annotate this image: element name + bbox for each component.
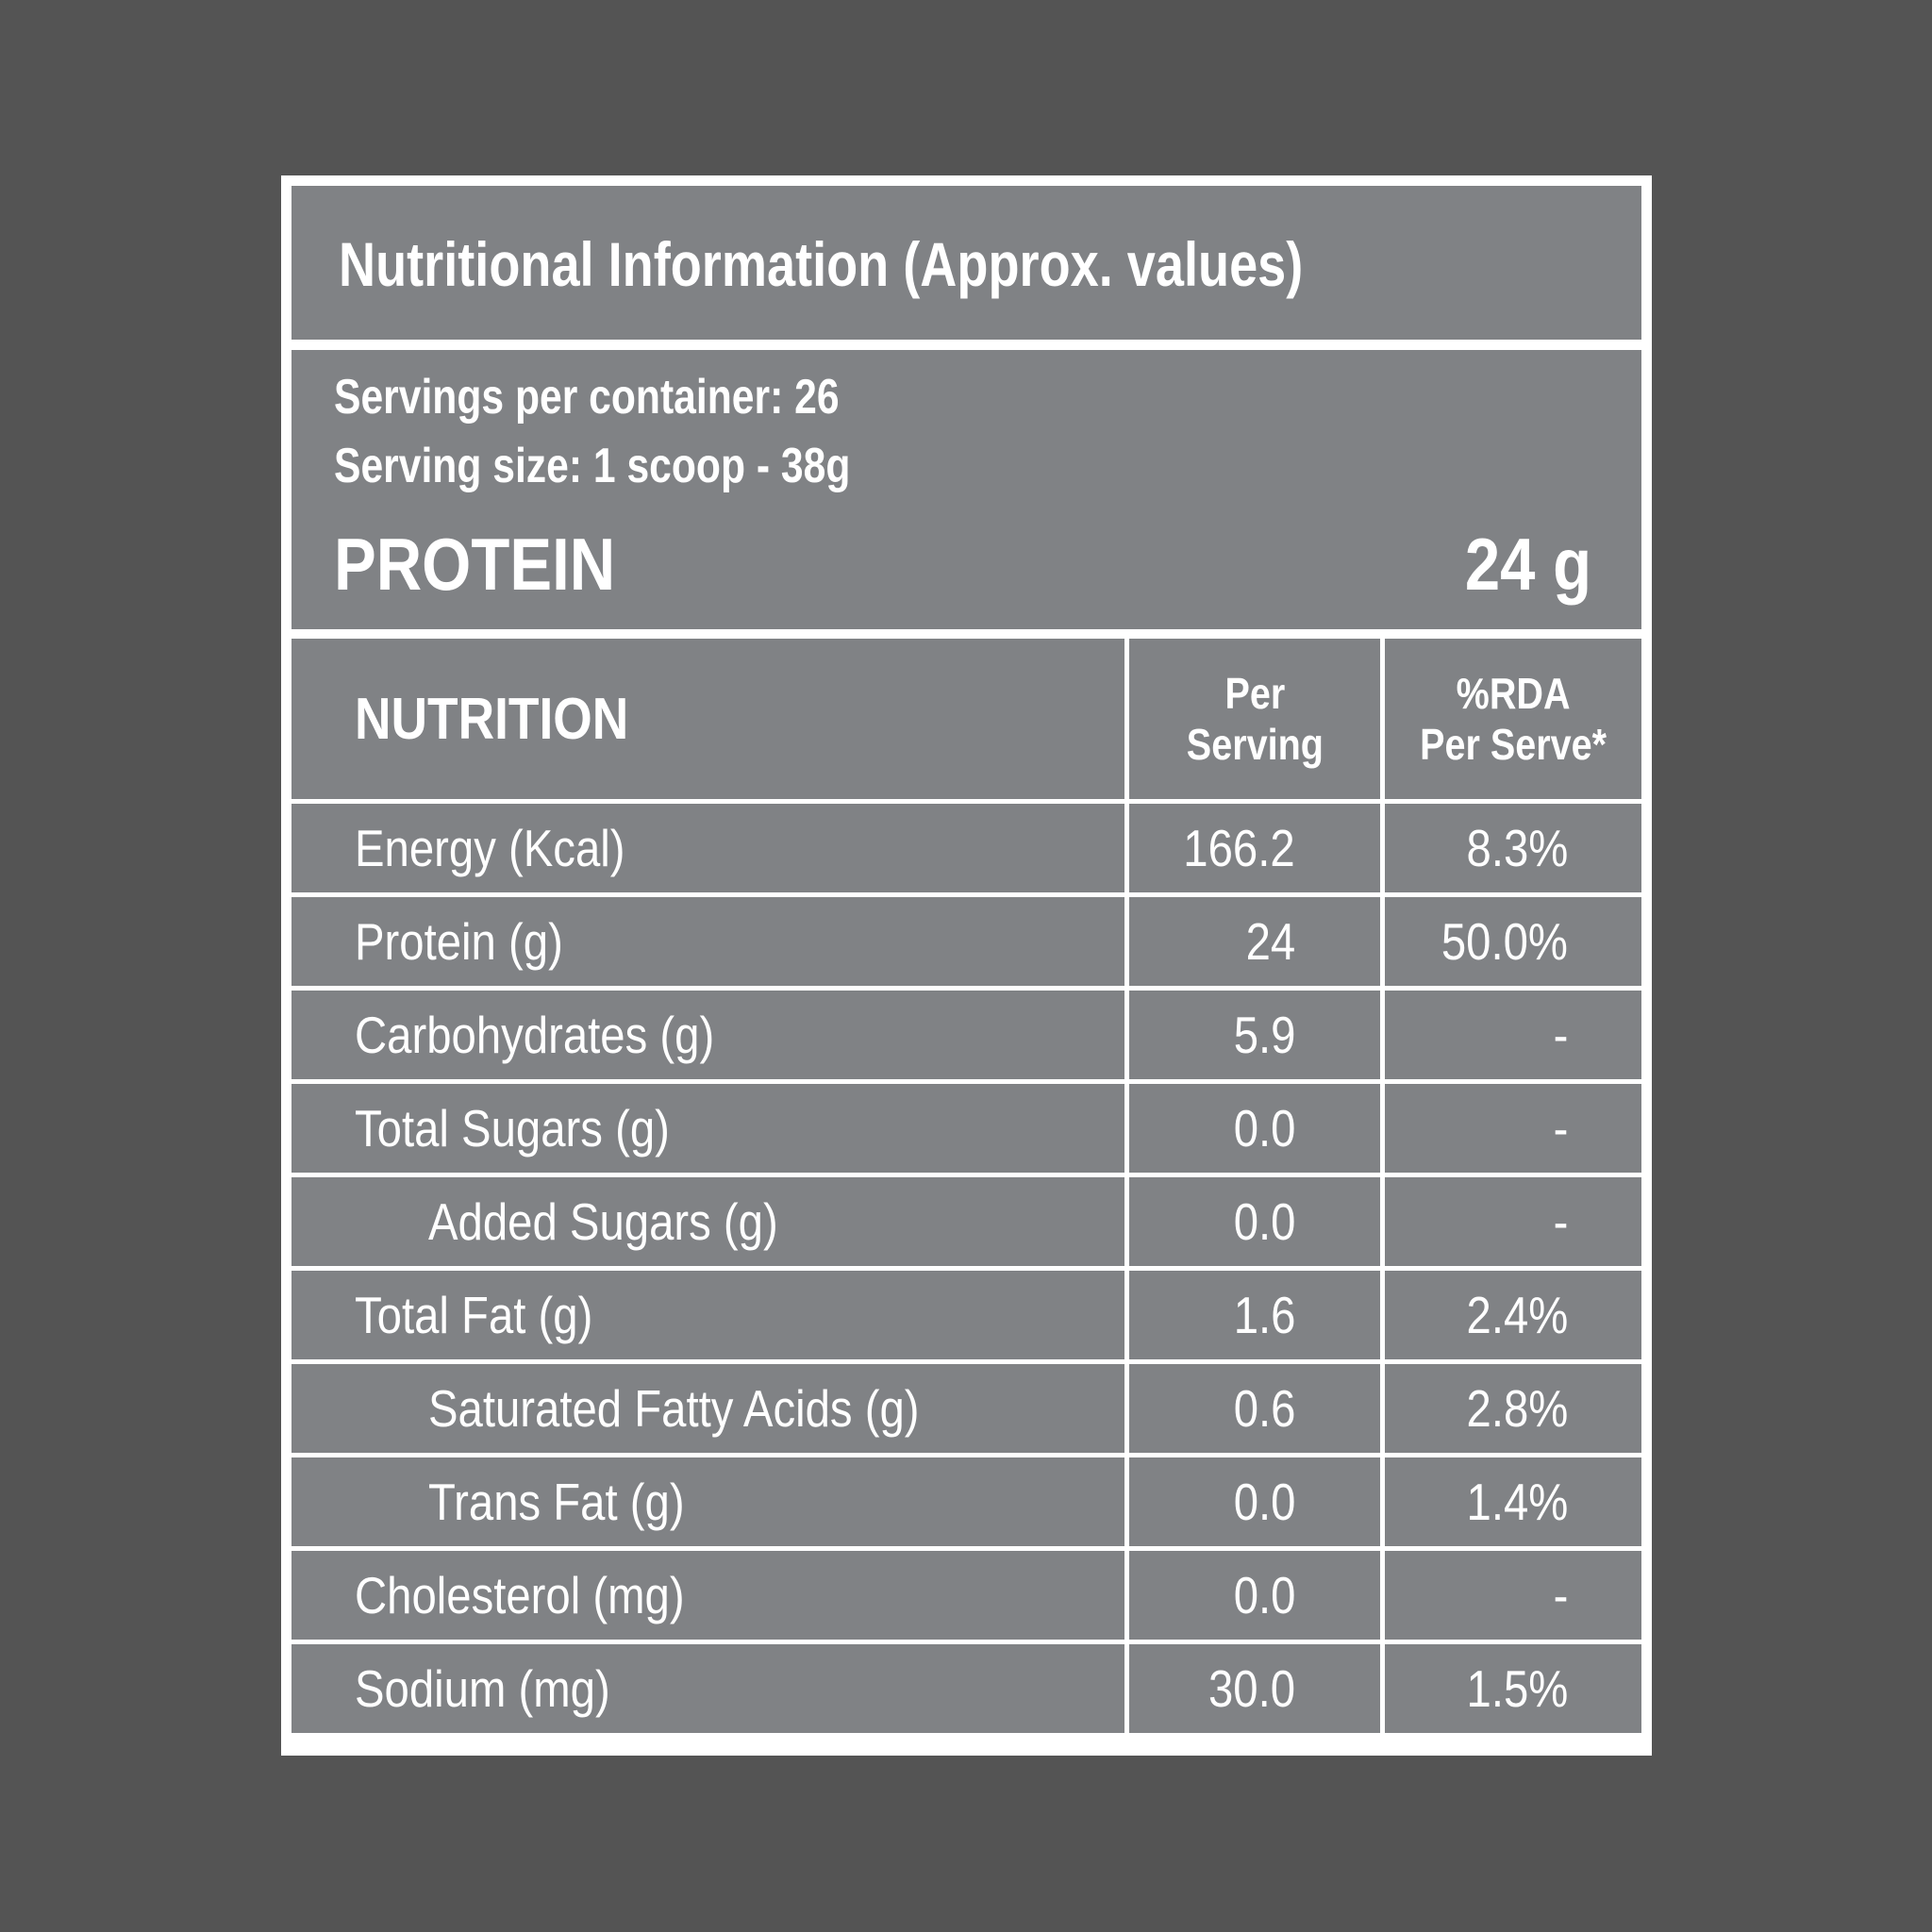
per-serving-value: 24: [1124, 897, 1380, 986]
per-serving-value: 5.9: [1124, 991, 1380, 1079]
per-serving-value: 0.0: [1124, 1551, 1380, 1640]
rda-value: 1.4%: [1380, 1457, 1641, 1546]
servings-per-container: Servings per container: 26: [334, 370, 840, 425]
nutrition-table: [291, 634, 1641, 1738]
nutrient-name: Total Sugars (g): [291, 1084, 1124, 1173]
table-header-row: [291, 639, 1641, 799]
table-row: [291, 1084, 1641, 1173]
table-row: [291, 1364, 1641, 1453]
table-row: [291, 897, 1641, 986]
nutrient-name: Added Sugars (g): [291, 1177, 1124, 1266]
per-serving-value: 1.6: [1124, 1271, 1380, 1359]
label-title: Nutritional Information (Approx. values): [339, 229, 1304, 299]
rda-value: 50.0%: [1380, 897, 1641, 986]
table-row: [291, 804, 1641, 892]
nutrient-name: Trans Fat (g): [291, 1457, 1124, 1546]
nutrient-name: Energy (Kcal): [291, 804, 1124, 892]
per-serving-value: 0.0: [1124, 1457, 1380, 1546]
rda-value: 2.4%: [1380, 1271, 1641, 1359]
table-row: [291, 1177, 1641, 1266]
protein-highlight-label: PROTEIN: [334, 523, 616, 606]
protein-highlight-value: 24 g: [1464, 523, 1591, 606]
nutrient-name: Saturated Fatty Acids (g): [291, 1364, 1124, 1453]
rda-value: 2.8%: [1380, 1364, 1641, 1453]
per-serving-value: 0.0: [1124, 1177, 1380, 1266]
nutrient-name: Cholesterol (mg): [291, 1551, 1124, 1640]
title-panel: [291, 186, 1641, 340]
nutrient-name: Total Fat (g): [291, 1271, 1124, 1359]
per-serving-value: 0.0: [1124, 1084, 1380, 1173]
serving-size: Serving size: 1 scoop - 38g: [334, 439, 851, 493]
header-per-serving-line2: Serving: [1186, 720, 1324, 769]
rda-value: -: [1380, 991, 1641, 1079]
per-serving-value: 166.2: [1124, 804, 1380, 892]
per-serving-value: 30.0: [1124, 1644, 1380, 1733]
table-row: [291, 1271, 1641, 1359]
nutrient-name: Sodium (mg): [291, 1644, 1124, 1733]
header-per-serving-line1: Per: [1224, 669, 1285, 718]
serving-panel: [291, 350, 1641, 629]
per-serving-value: 0.6: [1124, 1364, 1380, 1453]
rda-value: 8.3%: [1380, 804, 1641, 892]
table-row: [291, 991, 1641, 1079]
table-row: [291, 1551, 1641, 1640]
table-row: [291, 1644, 1641, 1733]
rda-value: -: [1380, 1177, 1641, 1266]
rda-value: 1.5%: [1380, 1644, 1641, 1733]
header-rda: [1380, 639, 1641, 799]
rda-value: -: [1380, 1084, 1641, 1173]
nutrient-name: Carbohydrates (g): [291, 991, 1124, 1079]
table-row: [291, 1457, 1641, 1546]
header-nutrition: NUTRITION: [291, 639, 1124, 799]
nutrition-label: [281, 175, 1652, 1756]
rda-value: -: [1380, 1551, 1641, 1640]
header-rda-line2: Per Serve*: [1420, 720, 1607, 769]
header-rda-line1: %RDA: [1456, 669, 1571, 718]
header-per-serving: [1124, 639, 1380, 799]
nutrient-name: Protein (g): [291, 897, 1124, 986]
